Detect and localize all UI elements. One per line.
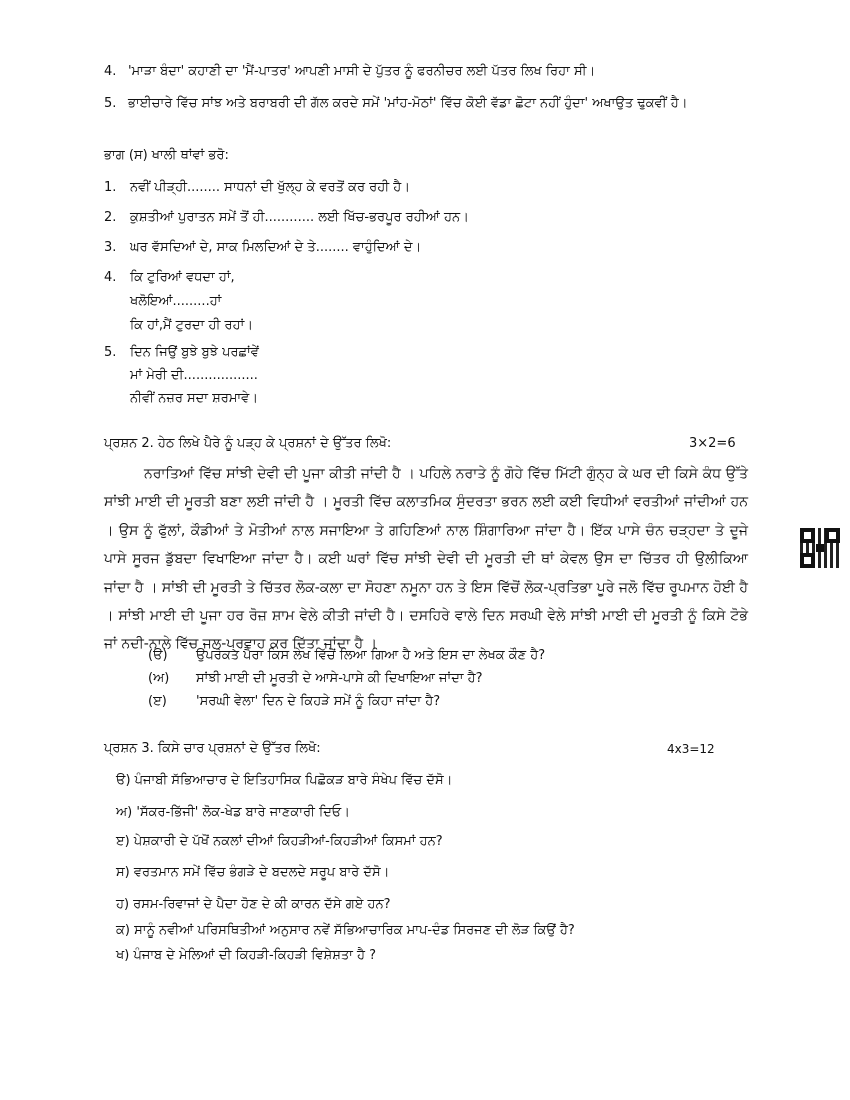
q2-question-c-label: (ੲ) <box>148 694 167 709</box>
q3-item-4: ਸ) ਵਰਤਮਾਨ ਸਮੇਂ ਵਿੱਚ ਭੰਗੜੇ ਦੇ ਬਦਲਦੇ ਸਰੂਪ ਬਾਰੇ ਦੱਸੋ। <box>116 865 390 880</box>
q2-paragraph: ਨਰਾਤਿਆਂ ਵਿੱਚ ਸਾਂਝੀ ਦੇਵੀ ਦੀ ਪੂਜਾ ਕੀਤੀ ਜਾਂਦੀ ਹੈ । ਪਹਿਲੇ ਨਰਾਤੇ ਨੂੰ ਗੋਹੇ ਵਿੱਚ ਮਿੱਟੀ ਗੁੰਨ੍ਹ ਕੇ ਘਰ ਦੀ ਕਿਸੇ ਕੰਧ ਉੱਤੇ ਸਾਂਝੀ ਮਾਈ ਦੀ ਮੂਰਤੀ ਬਣਾ ਲਈ ਜਾਂਦੀ ਹੈ । ਮੂਰਤੀ ਵਿੱਚ ਕਲਾਤਮਿਕ ਸੁੰਦਰਤਾ ਭਰਨ ਲਈ ਕਈ ਵਿਧੀਆਂ ਵਰਤੀਆਂ ਜਾਂਦੀਆਂ ਹਨ । ਉਸ ਨੂੰ ਫੁੱਲਾਂ, ਕੌਡੀਆਂ ਤੇ ਮੋਤੀਆਂ ਨਾਲ ਸਜਾਇਆ ਤੇ ਗਹਿਣਿਆਂ ਨਾਲ ਸ਼ਿੰਗਾਰਿਆ ਜਾਂਦਾ ਹੈ। ਇੱਕ ਪਾਸੇ ਚੰਨ ਚੜ੍ਹਦਾ ਤੇ ਦੂਜੇ ਪਾਸੇ ਸੂਰਜ ਡੁੱਬਦਾ ਵਿਖਾਇਆ ਜਾਂਦਾ ਹੈ। ਕਈ ਘਰਾਂ ਵਿੱਚ ਸਾਂਝੀ ਦੇਵੀ ਦੀ ਮੂਰਤੀ ਦੀ ਥਾਂ ਕੇਵਲ ਉਸ ਦਾ ਚਿੱਤਰ ਹੀ ਉਲੀਕਿਆ ਜਾਂਦਾ ਹੈ । ਸਾਂਝੀ ਦੀ ਮੂਰਤੀ ਤੇ ਚਿੱਤਰ ਲੋਕ-ਕਲਾ ਦਾ ਸੋਹਣਾ ਨਮੂਨਾ ਹਨ ਤੇ ਇਸ ਵਿੱਚੋਂ ਲੋਕ-ਪ੍ਰਤਿਭਾ ਪੂਰੇ ਜਲੋ ਵਿੱਚ ਰੂਪਮਾਨ ਹੋਈ ਹੈ । ਸਾਂਝੀ ਮਾਈ ਦੀ ਪੂਜਾ ਹਰ ਰੋਜ਼ ਸ਼ਾਮ ਵੇਲੇ ਕੀਤੀ ਜਾਂਦੀ ਹੈ। ਦਸਹਿਰੇ ਵਾਲੇ ਦਿਨ ਸਰਘੀ ਵੇਲੇ ਸਾਂਝੀ ਮਾਈ ਦੀ ਮੂਰਤੀ ਨੂੰ ਕਿਸੇ ਟੋਭੇ ਜਾਂ ਨਦੀ-ਨਾਲੇ ਵਿੱਚ ਜਲ-ਪ੍ਰਵਾਹ ਕਰ ਦਿੱਤਾ ਜਾਂਦਾ ਹੈ । <box>104 466 748 653</box>
blank-item-2-text: ਕੁਸ਼ਤੀਆਂ ਪੁਰਾਤਨ ਸਮੇਂ ਤੋਂ ਹੀ............ ਲਈ ਖਿੱਚ-ਭਰਪੂਰ ਰਹੀਆਂ ਹਨ। <box>130 210 469 225</box>
q2-question-b-label: (ਅ) <box>148 671 170 686</box>
q3-item-6: ਕ) ਸਾਨੂੰ ਨਵੀਆਂ ਪਰਿਸਥਿਤੀਆਂ ਅਨੁਸਾਰ ਨਵੇਂ ਸੱਭਿਆਚਾਰਿਕ ਮਾਪ-ਦੰਡ ਸਿਰਜਣ ਦੀ ਲੋੜ ਕਿਉਂ ਹੈ? <box>116 923 575 938</box>
blank-item-4-line-1: ਕਿ ਟੁਰਿਆਂ ਵਧਦਾ ਹਾਂ, <box>130 270 235 285</box>
blank-item-4-num: 4. <box>104 270 117 285</box>
blank-item-3-num: 3. <box>104 240 117 255</box>
q3-item-7: ਖ) ਪੰਜਾਬ ਦੇ ਮੇਲਿਆਂ ਦੀ ਕਿਹੜੀ-ਕਿਹੜੀ ਵਿਸ਼ੇਸ਼ਤਾ ਹੈ ? <box>116 948 377 963</box>
blank-item-5-line-2: ਮਾਂ ਮੇਰੀ ਦੀ.................. <box>130 368 258 383</box>
part-b-item-5-text: ਭਾਈਚਾਰੇ ਵਿੱਚ ਸਾਂਝ ਅਤੇ ਬਰਾਬਰੀ ਦੀ ਗੱਲ ਕਰਦੇ ਸਮੇਂ 'ਮਾਂਹ-ਮੋਠਾਂ' ਵਿੱਚ ਕੋਈ ਵੱਡਾ ਛੋਟਾ ਨਹੀਂ ਹੁੰਦਾ' ਅਖਾਉਤ ਢੁਕਵੀਂ ਹੈ। <box>128 96 688 111</box>
q3-heading: ਪ੍ਰਸ਼ਨ 3. ਕਿਸੇ ਚਾਰ ਪ੍ਰਸ਼ਨਾਂ ਦੇ ਉੱਤਰ ਲਿਖੋ: <box>104 741 321 756</box>
q3-marks: 4x3=12 <box>667 742 715 756</box>
blank-item-1-text: ਨਵੀਂ ਪੀੜ੍ਹੀ........ ਸਾਧਨਾਂ ਦੀ ਖੁੱਲ੍ਹ ਕੇ ਵਰਤੋਂ ਕਰ ਰਹੀ ਹੈ। <box>130 180 411 195</box>
q2-question-b-text: ਸਾਂਝੀ ਮਾਈ ਦੀ ਮੂਰਤੀ ਦੇ ਆਸੇ-ਪਾਸੇ ਕੀ ਦਿਖਾਇਆ ਜਾਂਦਾ ਹੈ? <box>196 671 483 686</box>
blank-item-4-line-2: ਖਲੋਇਆਂ.........ਹਾਂ <box>130 294 222 309</box>
blank-item-4-line-3: ਕਿ ਹਾਂ,ਮੈਂ ਟੁਰਦਾ ਹੀ ਰਹਾਂ। <box>130 318 254 333</box>
part-c-heading: ਭਾਗ (ਸ) ਖਾਲੀ ਥਾਂਵਾਂ ਭਰੋ: <box>104 148 229 163</box>
blank-item-2-num: 2. <box>104 210 117 225</box>
q3-item-3: ੲ) ਪੇਸ਼ਕਾਰੀ ਦੇ ਪੱਖੋਂ ਨਕਲਾਂ ਦੀਆਂ ਕਿਹੜੀਆਂ-ਕਿਹੜੀਆਂ ਕਿਸਮਾਂ ਹਨ? <box>116 834 443 849</box>
blank-item-3-text: ਘਰ ਵੱਸਦਿਆਂ ਦੇ, ਸਾਕ ਮਿਲਦਿਆਂ ਦੇ ਤੇ........ ਵਾਹੁੰਦਿਆਂ ਦੇ। <box>130 240 422 255</box>
blank-item-5-num: 5. <box>104 345 117 360</box>
qr-code-icon <box>800 528 840 568</box>
q2-question-a-text: ਉਪਰੋਕਤ ਪੈਰਾ ਕਿਸ ਲੇਖ ਵਿੱਚੋਂ ਲਿਆ ਗਿਆ ਹੈ ਅਤੇ ਇਸ ਦਾ ਲੇਖਕ ਕੌਣ ਹੈ? <box>196 648 546 663</box>
q2-marks: 3×2=6 <box>689 436 736 451</box>
part-b-item-5-num: 5. <box>104 96 117 111</box>
q3-item-5: ਹ) ਰਸਮ-ਰਿਵਾਜਾਂ ਦੇ ਪੈਦਾ ਹੋਣ ਦੇ ਕੀ ਕਾਰਨ ਦੱਸੇ ਗਏ ਹਨ? <box>116 897 391 912</box>
q3-item-2: ਅ) 'ਸੱਕਰ-ਭਿੱਜੀ' ਲੋਕ-ਖੇਡ ਬਾਰੇ ਜਾਣਕਾਰੀ ਦਿਓ। <box>116 805 350 820</box>
q3-item-1: ੳ) ਪੰਜਾਬੀ ਸੱਭਿਆਚਾਰ ਦੇ ਇਤਿਹਾਸਿਕ ਪਿਛੋਕੜ ਬਾਰੇ ਸੰਖੇਪ ਵਿੱਚ ਦੱਸੋ। <box>116 773 453 788</box>
q2-question-a-label: (ੳ) <box>148 648 168 663</box>
blank-item-5-line-3: ਨੀਵੀਂ ਨਜ਼ਰ ਸਦਾ ਸ਼ਰਮਾਵੇ। <box>130 391 259 406</box>
q2-question-c-text: 'ਸਰਘੀ ਵੇਲਾ' ਦਿਨ ਦੇ ਕਿਹੜੇ ਸਮੇਂ ਨੂੰ ਕਿਹਾ ਜਾਂਦਾ ਹੈ? <box>196 694 441 709</box>
blank-item-5-line-1: ਦਿਨ ਜਿਉਂ ਬੁਝੇ ਬੁਝੇ ਪਰਛਾਂਵੇਂ <box>130 345 259 360</box>
part-b-item-4-num: 4. <box>104 64 117 79</box>
q2-heading: ਪ੍ਰਸ਼ਨ 2. ਹੇਠ ਲਿਖੇ ਪੈਰੇ ਨੂੰ ਪੜ੍ਹ ਕੇ ਪ੍ਰਸ਼ਨਾਂ ਦੇ ਉੱਤਰ ਲਿਖੋ: <box>104 436 392 451</box>
part-b-item-4-text: 'ਮਾੜਾ ਬੰਦਾ' ਕਹਾਣੀ ਦਾ 'ਮੈਂ-ਪਾਤਰ' ਆਪਣੀ ਮਾਸੀ ਦੇ ਪੁੱਤਰ ਨੂੰ ਫਰਨੀਚਰ ਲਈ ਪੱਤਰ ਲਿਖ ਰਿਹਾ ਸੀ। <box>128 64 596 79</box>
blank-item-1-num: 1. <box>104 180 117 195</box>
